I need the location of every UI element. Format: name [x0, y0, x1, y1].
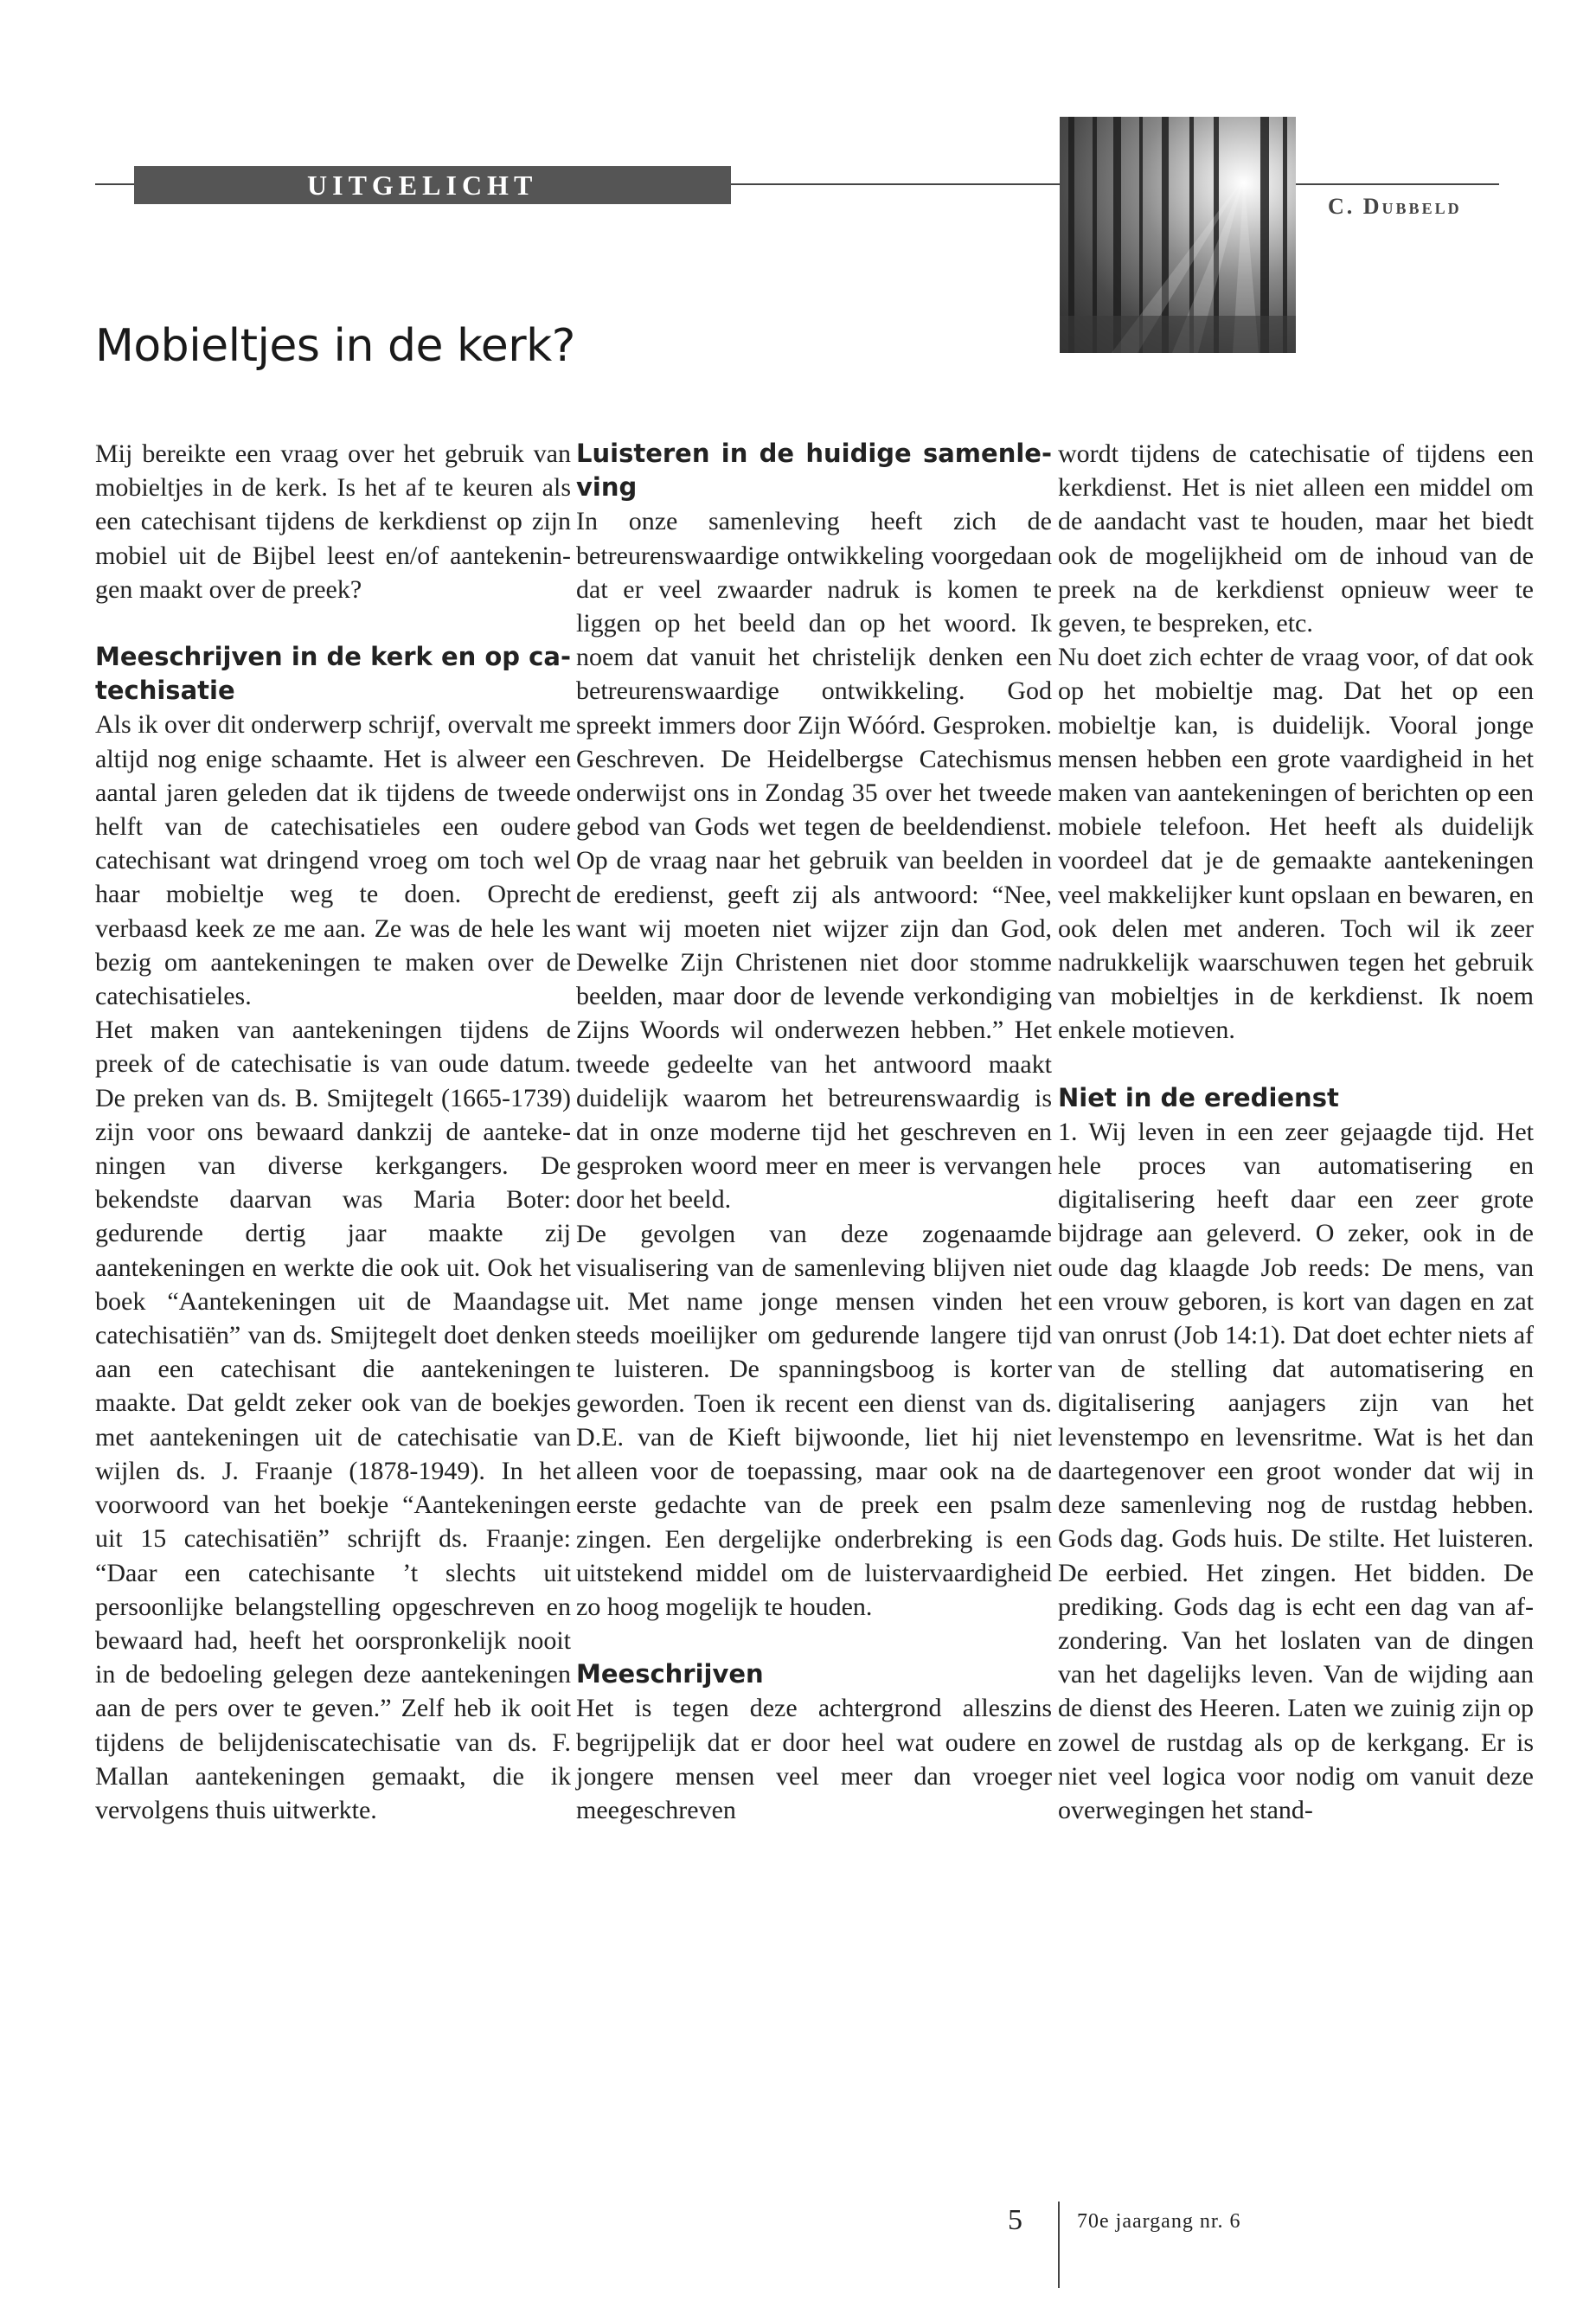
header-rule-right: [1296, 183, 1499, 185]
body-paragraph: wordt tijdens de catechisatie of tijdens een kerkdienst. Het is niet alleen een middel om de aandacht vast te houden, maar het biedt ook de mogelijkheid om de inhoud van de preek na de kerkdienst opnieuw weer te geven, te bespreken, etc.: [1058, 439, 1534, 638]
section-heading: Meeschrijven in de kerk en op catechisatie: [95, 642, 571, 706]
body-paragraph: Het maken van aantekeningen tijdens de preek of de catechisatie is van oude datum. De preken van ds. B. Smijtegelt (1665-1739) zijn voor ons bewaard dankzij de aantekeningen van diverse kerkgangers. De bekendste daarvan was Maria Boter: gedurende dertig jaar maakte zij aantekeningen en werkte die ook uit. Ook het boek “Aantekeningen uit de Maandagse catechisatiën” van ds. Smijtegelt doet denken aan een catechisant die aantekeningen maakte. Dat geldt zeker ook van de boekjes met aantekeningen uit de catechisatie van wijlen ds. J. Fraanje (1878-1949). In het voorwoord van het boekje “Aantekeningen uit 15 catechisatiën” schrijft ds. Fraanje: “Daar een catechisante ’t slechts uit persoonlijke belangstelling opgeschreven en bewaard had, heeft het oorspronkelijk nooit in de bedoeling gelegen deze aantekeningen aan de pers over te geven.” Zelf heb ik ooit tijdens de belijdeniscatechisatie van ds. F. Mallan aantekeningen gemaakt, die ik vervolgens thuis uitwerkte.: [95, 1016, 571, 1824]
body-paragraph: 1. Wij leven in een zeer gejaagde tijd. Het hele proces van automatisering en digitalisering heeft daar een zeer grote bijdrage aan geleverd. O zeker, ook in de oude dag klaagde Job reeds: De mens, van een vrouw geboren, is kort van dagen en zat van onrust (Job 14:1). Dat doet echter niets af van de stelling dat automatisering en digitalisering aanjagers zijn van het levenstempo en levensritme. Wat is het dan daartegenover een groot wonder dat wij in deze samenleving nog de rustdag hebben. Gods dag. Gods huis. De stilte. Het luisteren. De eerbied. Het zingen. Het bidden. De prediking. Gods dag is echt een dag van afzondering. Van het loslaten van de dingen van het dagelijks leven. Van de wijding aan de dienst des Heeren. Laten we zuinig zijn op zowel de rustdag als op de kerkgang. Er is niet veel logica voor nodig om vanuit deze overwegingen het stand-: [1058, 1117, 1534, 1824]
paragraph-gap: [95, 606, 571, 640]
body-paragraph: De gevolgen van deze zogenaamde visualisering van de samenleving blijven niet uit. Met name jonge mensen vinden het steeds moeilijker om gedurende langere tijd te luisteren. De spanningsboog is korter geworden. Toen ik recent een dienst van ds. D.E. van de Kieft bijwoonde, liet hij niet alleen voor de toepassing, maar ook na de eerste gedachte van de preek een psalm zingen. Een dergelijke onderbreking is een uitstekend middel om de luistervaardigheid zo hoog mogelijk te houden.: [576, 1219, 1052, 1621]
article-column-1: [95, 437, 571, 1827]
header-rule-left: [95, 183, 134, 185]
body-paragraph: Als ik over dit onderwerp schrijf, overvalt me altijd nog enige schaamte. Het is alweer een aantal jaren geleden dat ik tijdens de tweede helft van de catechisatieles een oudere catechisant wat dringend vroeg om toch wel haar mobieltje weg te doen. Oprecht verbaasd keek ze me aan. Ze was de hele les bezig om aantekeningen te maken over de catechisatieles.: [95, 710, 571, 1011]
section-heading: Niet in de eredienst: [1058, 1082, 1339, 1112]
body-paragraph: Het is tegen deze achtergrond alleszins begrijpelijk dat er door heel wat oudere en jongere mensen veel meer dan vroeger meegeschreven: [576, 1694, 1052, 1824]
issue-label: 70e jaargang nr. 6: [1077, 2210, 1241, 2233]
forest-trees-image: [1060, 117, 1296, 353]
header-rule-middle: [731, 183, 1060, 185]
author-name: C. Dubbeld: [1328, 194, 1462, 219]
forest-photo: [1060, 117, 1296, 353]
section-heading: Meeschrijven: [576, 1659, 764, 1689]
paragraph-gap: [1058, 1048, 1534, 1081]
body-paragraph: In onze samenleving heeft zich de betreurenswaardige ontwikkeling voorgedaan dat er veel zwaarder nadruk is komen te liggen op het beeld dan op het woord. Ik noem dat vanuit het christelijk denken een betreurenswaardige ontwikkeling. God spreekt immers door Zijn Wóórd. Gesproken. Geschreven. De Heidelbergse Catechismus onderwijst ons in Zondag 35 over het tweede gebod van Gods wet tegen de beeldendienst. Op de vraag naar het gebruik van beelden in de eredienst, geeft zij als antwoord: “Nee, want wij moeten niet wijzer zijn dan God, Dewelke Zijn Christenen niet door stomme beelden, maar door de levende verkondiging Zijns Woords wil onderwezen hebben.” Het tweede gedeelte van het antwoord maakt duidelijk waarom het betreurenswaardig is dat in onze moderne tijd het geschreven en gesproken woord meer en meer is vervangen door het beeld.: [576, 507, 1052, 1215]
footer-divider: [1058, 2202, 1060, 2288]
article-column-3: [1058, 437, 1534, 1827]
page-number: 5: [1008, 2204, 1022, 2236]
article-title: Mobieltjes in de kerk?: [95, 319, 575, 372]
body-paragraph: Mij bereikte een vraag over het gebruik van mobieltjes in de kerk. Is het af te keuren als een catechisant tijdens de kerkdienst op zijn mobiel uit de Bijbel leest en/of aantekeningen maakt over de preek?: [95, 439, 571, 604]
body-paragraph: Nu doet zich echter de vraag voor, of dat ook op het mobieltje mag. Dat het op een mobieltje kan, is duidelijk. Vooral jonge mensen hebben een grote vaardigheid in het maken van aantekeningen of berichten op een mobiele telefoon. Het heeft als duidelijk voordeel dat je de gemaakte aantekeningen veel makkelijker kunt opslaan en bewaren, en ook delen met anderen. Toch wil ik zeer nadrukkelijk waarschuwen tegen het gebruik van mobieltjes in de kerkdienst. Ik noem enkele motieven.: [1058, 643, 1534, 1045]
article-column-2: [576, 437, 1052, 1827]
section-heading: Luisteren in de huidige samenleving: [576, 439, 1052, 503]
section-label: UITGELICHT: [134, 166, 731, 204]
paragraph-gap: [576, 1624, 1052, 1657]
